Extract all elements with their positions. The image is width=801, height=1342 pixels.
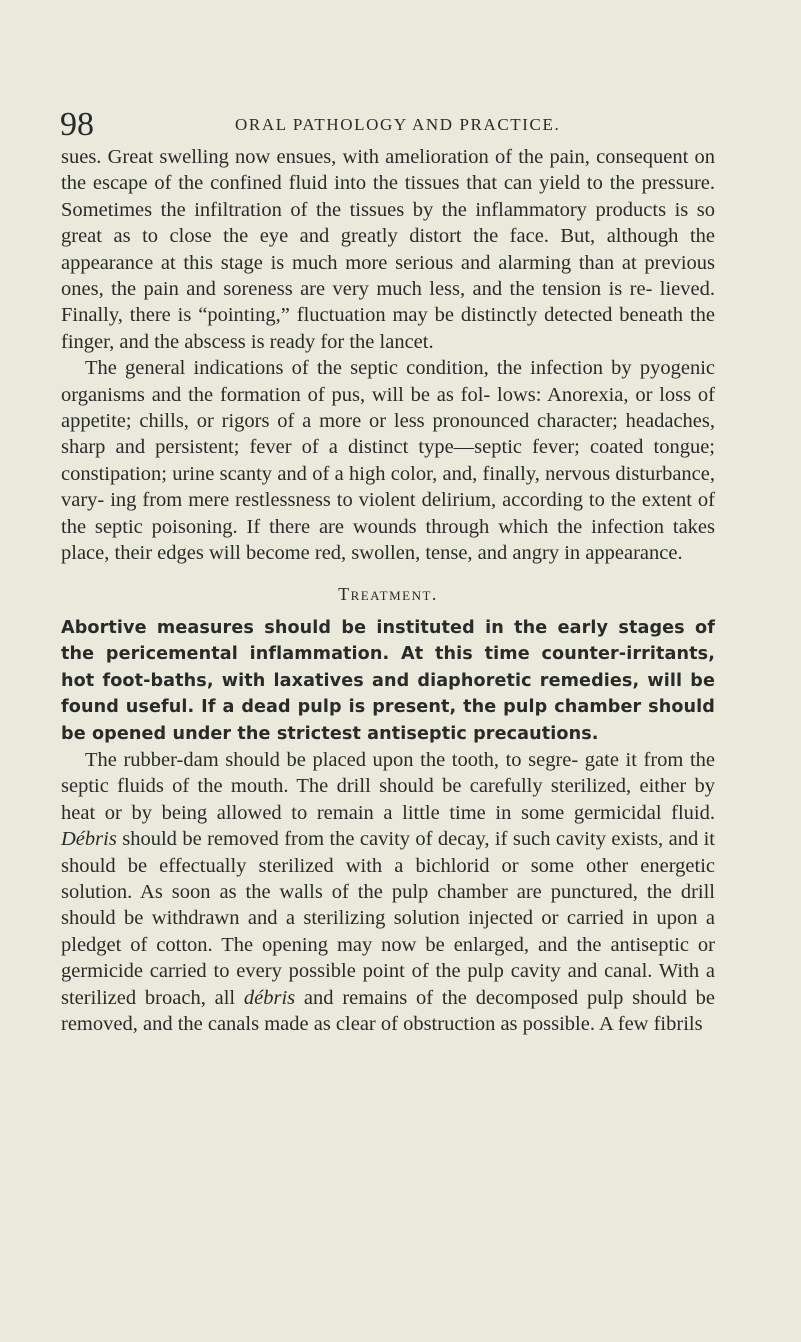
section-heading-treatment: Treatment. [338, 583, 438, 604]
body-text [61, 144, 715, 1037]
paragraph-rubber-dam [61, 747, 715, 1037]
text-run: should be removed from the cavity of decay, if such cavity exists, and it should be effectually sterilized with a bichlorid or some other energetic solution. As soon as the walls of the pulp chamber are punctured, the drill should be withdrawn and a sterilizing solution injected or carried in upon a pledget of cotton. The opening may now be enlarged, and the antiseptic or germicide carried to every possible point of the pulp cavity and canal. With a sterilized broach, all [61, 828, 715, 1009]
paragraph-continuation: sues. Great swelling now ensues, with amelioration of the pain, consequent on the escape of the confined fluid into the tissues that can yield to the pressure. Sometimes the infiltration of the tissues by the inflammatory products is so great as to close the eye and greatly distort the face. But, although the appearance at this stage is much more serious and alarming than at previous ones, the pain and soreness are very much less, and the tension is re- lieved. Finally, there is “pointing,” fluctuation may be distinctly detected beneath the finger, and the abscess is ready for the lancet. [61, 146, 715, 353]
text-run: and remains of the decomposed pulp should be removed, and the canals made as clear of obstruction as possible. A few fibrils [61, 986, 715, 1036]
italic-debris: Débris [61, 828, 117, 851]
text-run: The rubber-dam should be placed upon the tooth, to segre- gate it from the septic fluids of the mouth. The drill should be carefully sterilized, either by heat or by being allowed to remain a little time in some germicidal fluid. [61, 749, 715, 824]
running-head [60, 105, 710, 145]
page-number: 98 [60, 106, 94, 143]
italic-debris: débris [243, 986, 296, 1009]
paragraph-abortive-measures: Abortive measures should be instituted in the early stages of the pericemental inflammation. At this time counter-irritants, hot foot-baths, with laxatives and diaphoretic remedies, will be found useful. If a dead pulp is present, the pulp chamber should be opened under the strictest antiseptic precautions. [61, 617, 715, 744]
paragraph-septic-indications: The general indications of the septic condition, the infection by pyogenic organisms and the formation of pus, will be as fol- lows: Anorexia, or loss of appetite; chills, or rigors of a more or less pronounced character; headaches, sharp and persistent; fever of a distinct type—septic fever; coated tongue; constipation; urine scanty and of a high color, and, finally, nervous disturbance, vary- ing from mere restlessness to violent delirium, according to the extent of the septic poisoning. If there are wounds through which the infection takes place, their edges will become red, swollen, tense, and angry in appearance. [61, 357, 715, 565]
running-title: ORAL PATHOLOGY AND PRACTICE. [235, 115, 561, 134]
